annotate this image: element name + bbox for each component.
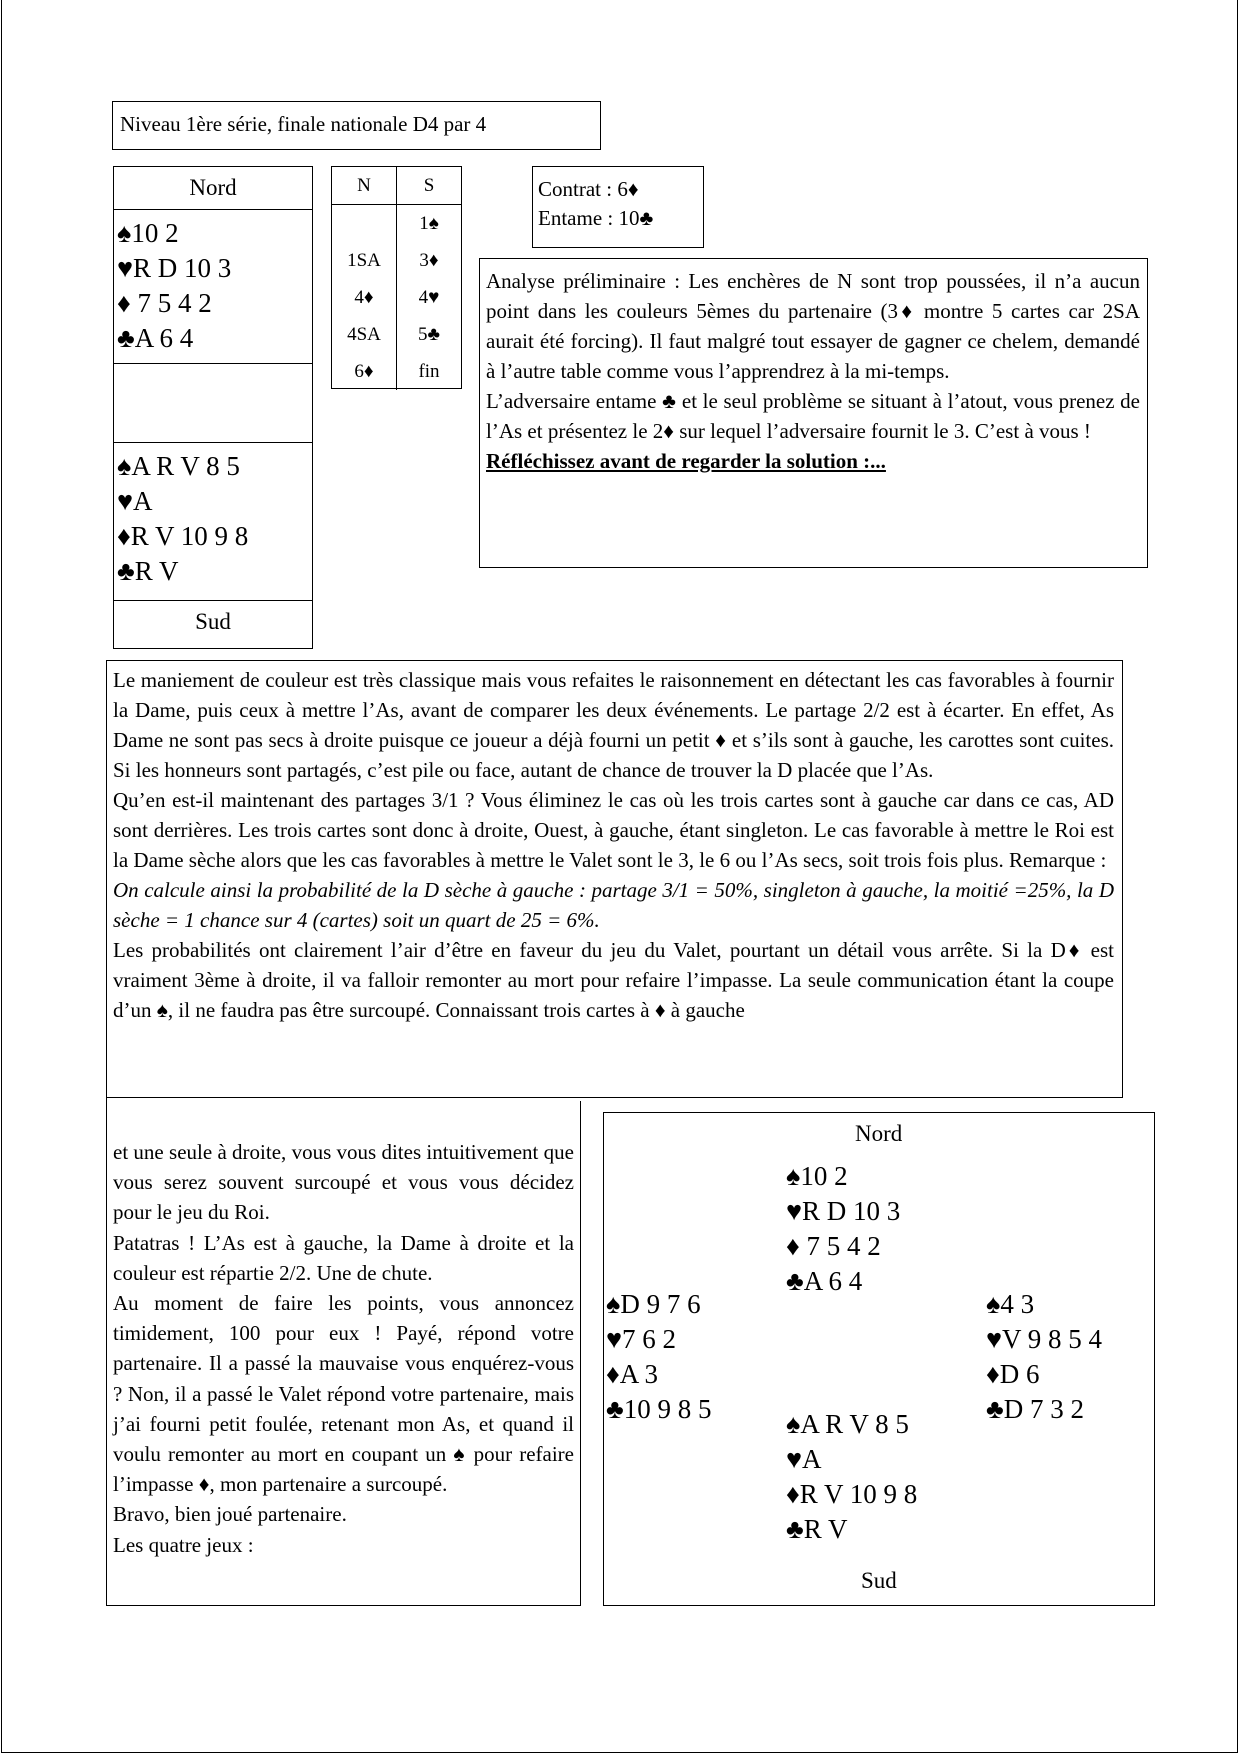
analysis-paragraph: L’adversaire entame ♣ et le seul problème se situant à l’atout, vous prenez de l’As et présentez le 2♦ sur lequel l’adversaire fournit le 3. C’est à vous !	[486, 389, 1140, 443]
solution-remark: On calcule ainsi la probabilité de la D sèche à gauche : partage 3/1 = 50%, singleton à gauche, la moitié =25%, la D sèche = 1 chance sur 4 (cartes) soit un quart de 25 = 6%.	[113, 878, 1114, 932]
south-label: Sud	[861, 1568, 897, 1593]
continuation-paragraph: Au moment de faire les points, vous annoncez timidement, 100 pour eux ! Payé, répond votre partenaire. Il a passé la mauvaise vous enquérez-vous ? Non, il a passé le Valet répond votre partenaire, mais j’ai fourni petit foulée, retenant mon As, et quand il voulu remonter au mort en coupant un ♠ pour refaire l’impasse ♦, mon partenaire a surcoupé.	[113, 1291, 574, 1497]
hand-spades: ♠A R V 8 5	[117, 451, 240, 481]
bid-cell: 4SA	[332, 316, 397, 353]
north-label: Nord	[114, 167, 312, 210]
east-hand	[986, 1287, 1102, 1427]
bid-cell: 4♥	[418, 286, 440, 308]
hand-hearts: ♥V 9 8 5 4	[986, 1324, 1103, 1354]
hand-spades: ♠10 2	[786, 1161, 848, 1191]
hand-hearts: ♥R D 10 3	[786, 1196, 901, 1226]
south-label: Sud	[195, 609, 231, 634]
hand-spades: ♠4 3	[986, 1289, 1035, 1319]
north-label: Nord	[855, 1121, 903, 1146]
north-hand	[786, 1159, 900, 1299]
north-hand	[114, 210, 312, 364]
level-header	[112, 101, 601, 150]
bid-cell: 1SA	[332, 242, 397, 279]
level-text: Niveau 1ère série, finale nationale D4 par 4	[120, 112, 487, 136]
south-hand	[786, 1407, 917, 1547]
bidding-table	[331, 166, 462, 389]
lead-line: Entame : 10♣	[538, 206, 654, 230]
contract-line: Contrat : 6♦	[538, 177, 639, 201]
four-hands-diagram	[603, 1112, 1155, 1606]
continuation-paragraph: Les quatre jeux :	[113, 1532, 254, 1557]
hand-spades: ♠10 2	[117, 218, 179, 248]
continuation-paragraph: Bravo, bien joué partenaire.	[113, 1502, 347, 1527]
solution-paragraph: Qu’en est-il maintenant des partages 3/1 ? Vous éliminez le cas où les trois cartes sont à gauche car dans ce cas, AD sont derrières. Les trois cartes sont donc à droite, Ouest, à gauche, étant singleton. Le cas favorable à mettre le Roi est la Dame sèche alors que les cas favorables à mettre le Valet sont le 3, le 6 ou l’As secs, soit trois fois plus. Remarque :	[113, 788, 1114, 872]
hand-spades: ♠A R V 8 5	[786, 1409, 909, 1439]
hand-diamonds: ♦R V 10 9 8	[117, 521, 249, 551]
solution-paragraph: Le maniement de couleur est très classique mais vous refaites le raisonnement en détectant les cas favorables à fournir la Dame, puis ceux à mettre l’As, avant de comparer les deux événements. Le partage 2/2 est à écarter. En effet, As Dame ne sont pas secs à droite puisque ce joueur a déjà fourni un petit ♦ et s’ils sont à gauche, les carottes sont cuites. Si les honneurs sont partagés, c’est pile ou face, autant de chance de trouver la D placée que l’As.	[113, 668, 1114, 782]
bid-cell: 1♠	[419, 212, 439, 234]
hand-hearts: ♥A	[117, 486, 153, 516]
hand-clubs: ♣R V	[786, 1514, 848, 1544]
bid-header-s: S	[397, 167, 462, 205]
analysis-box	[479, 258, 1148, 568]
hand-spades: ♠D 9 7 6	[606, 1289, 701, 1319]
north-south-hands	[113, 166, 313, 649]
bid-cell: 4♦	[332, 279, 397, 316]
hand-diamonds: ♦ 7 5 4 2	[117, 288, 212, 318]
bid-cell: fin	[418, 360, 440, 382]
hand-clubs: ♣D 7 3 2	[986, 1394, 1084, 1424]
hand-clubs: ♣A 6 4	[117, 323, 194, 353]
hand-diamonds: ♦A 3	[606, 1359, 659, 1389]
bid-cell: 5♣	[418, 323, 440, 345]
bid-cell	[332, 205, 397, 243]
contract-box	[532, 166, 704, 248]
west-hand	[606, 1287, 711, 1427]
solution-text	[106, 660, 1123, 1098]
hand-hearts: ♥A	[786, 1444, 822, 1474]
hand-hearts: ♥7 6 2	[606, 1324, 677, 1354]
hands-gap	[114, 364, 312, 443]
analysis-prompt: Réfléchissez avant de regarder la solution :...	[486, 449, 886, 473]
hand-diamonds: ♦D 6	[986, 1359, 1040, 1389]
hand-diamonds: ♦R V 10 9 8	[786, 1479, 918, 1509]
hand-clubs: ♣10 9 8 5	[606, 1394, 712, 1424]
bid-header-n: N	[332, 167, 397, 205]
hand-diamonds: ♦ 7 5 4 2	[786, 1231, 881, 1261]
hand-clubs: ♣A 6 4	[786, 1266, 863, 1296]
solution-continuation	[106, 1101, 581, 1606]
south-hand	[114, 443, 312, 601]
hand-hearts: ♥R D 10 3	[117, 253, 232, 283]
continuation-paragraph: Patatras ! L’As est à gauche, la Dame à droite et la couleur est répartie 2/2. Une de chute.	[113, 1230, 574, 1285]
solution-paragraph: Les probabilités ont clairement l’air d’être en faveur du jeu du Valet, pourtant un détail vous arrête. Si la D♦ est vraiment 3ème à droite, il va falloir remonter au mort pour refaire l’impasse. La seule communication étant la coupe d’un ♠, il ne faudra pas être surcoupé. Connaissant trois cartes à ♦ à gauche	[113, 938, 1114, 1022]
bid-cell: 3♦	[419, 249, 439, 271]
analysis-paragraph: Analyse préliminaire : Les enchères de N sont trop poussées, il n’a aucun point dans les couleurs 5èmes du partenaire (3♦ montre 5 cartes car 2SA aurait été forcing). Il faut malgré tout essayer de gagner ce chelem, demandé à l’autre table comme vous l’apprendrez à la mi-temps.	[486, 269, 1140, 383]
bid-cell: 6♦	[332, 353, 397, 390]
continuation-paragraph: et une seule à droite, vous vous dites intuitivement que vous serez souvent surcoupé et vous vous décidez pour le jeu du Roi.	[113, 1140, 574, 1225]
hand-clubs: ♣R V	[117, 556, 179, 586]
